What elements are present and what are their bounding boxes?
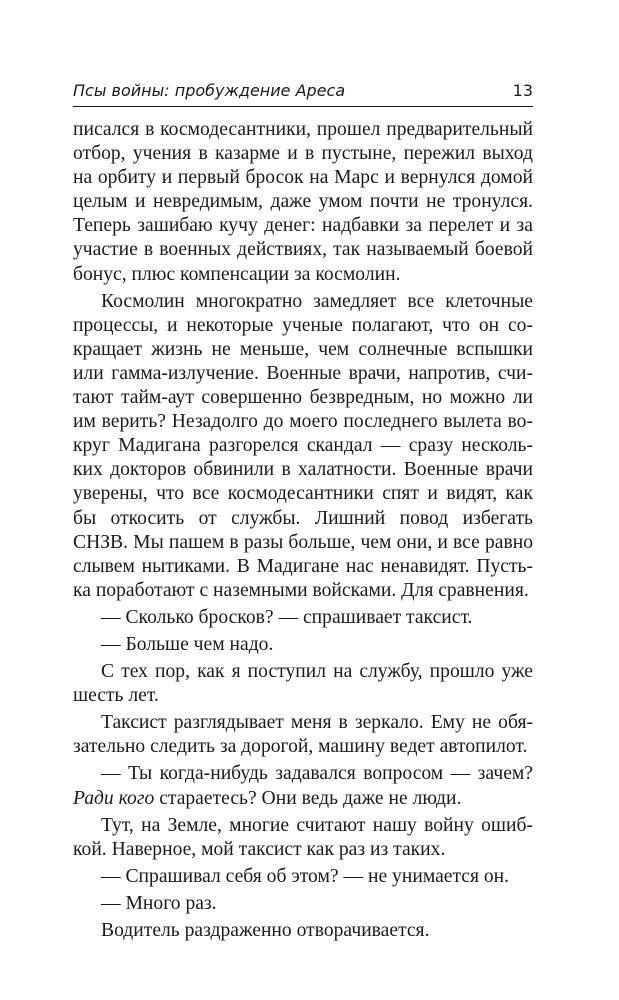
paragraph: Космолин многократно замедляет все клеточные процессы, и некоторые ученые полагают, что он сокращает жизнь не меньше, чем солнечные вспышки или гамма-излучение. Военные врачи, напротив, считают тайм-аут совершенно безвредным, но можно ли им верить? Незадолго до моего последнего вылета вокруг Мадигана разгорелся скандал — сразу нескольких докторов обвинили в халатности. Военные врачи уверены, что все космодесантники спят и видят, как бы откосить от службы. Лишний повод избегать СНЗВ. Мы пашем в разы больше, чем они, и все равно слывем нытиками. В Мадигане нас ненавидят. Пусть-ка поработают с наземными войсками. Для сравнения. xyxy=(73,290,533,601)
dialogue-line: — Больше чем надо. xyxy=(101,633,274,655)
paragraph: Водитель раздраженно отворачивается. xyxy=(101,920,430,941)
book-title: Псы войны: пробуждение Ареса xyxy=(73,81,346,100)
dialogue-line xyxy=(73,762,533,810)
running-head xyxy=(73,79,533,103)
header-rule xyxy=(73,106,533,107)
dialogue-line: — Много раз. xyxy=(101,892,217,914)
paragraph: Тут, на Земле, многие считают нашу войну ошибкой. Наверное, мой таксист как раз из таких. xyxy=(73,814,533,860)
paragraph: С тех пор, как я поступил на службу, прошло уже шесть лет. xyxy=(73,661,533,707)
dialogue-text: — Ты когда-нибудь задавался вопросом — зачем? xyxy=(101,763,533,785)
dialogue-line: — Спрашивал себя об этом? — не унимается он. xyxy=(101,865,510,887)
paragraph: Таксист разглядывает меня в зеркало. Ему не обязательно следить за дорогой, машину ведет автопилот. xyxy=(73,712,533,758)
page-number: 13 xyxy=(512,81,533,100)
italic-phrase: Ради кого xyxy=(73,787,155,809)
dialogue-line: — Сколько бросков? — спрашивает таксист. xyxy=(101,606,473,628)
paragraph: писался в космодесантники, прошел предварительный отбор, учения в казарме и в пустыне, пережил выход на орбиту и первый бросок на Марс и вернулся домой целым и невредимым, даже умом почти не тронулся. Теперь зашибаю кучу денег: надбавки за перелет и за участие в военных действиях, так называемый боевой бонус, плюс компенсации за космолин. xyxy=(73,119,533,285)
dialogue-text-continued: стараетесь? Они ведь даже не люди. xyxy=(154,787,462,809)
body-text xyxy=(73,118,533,943)
